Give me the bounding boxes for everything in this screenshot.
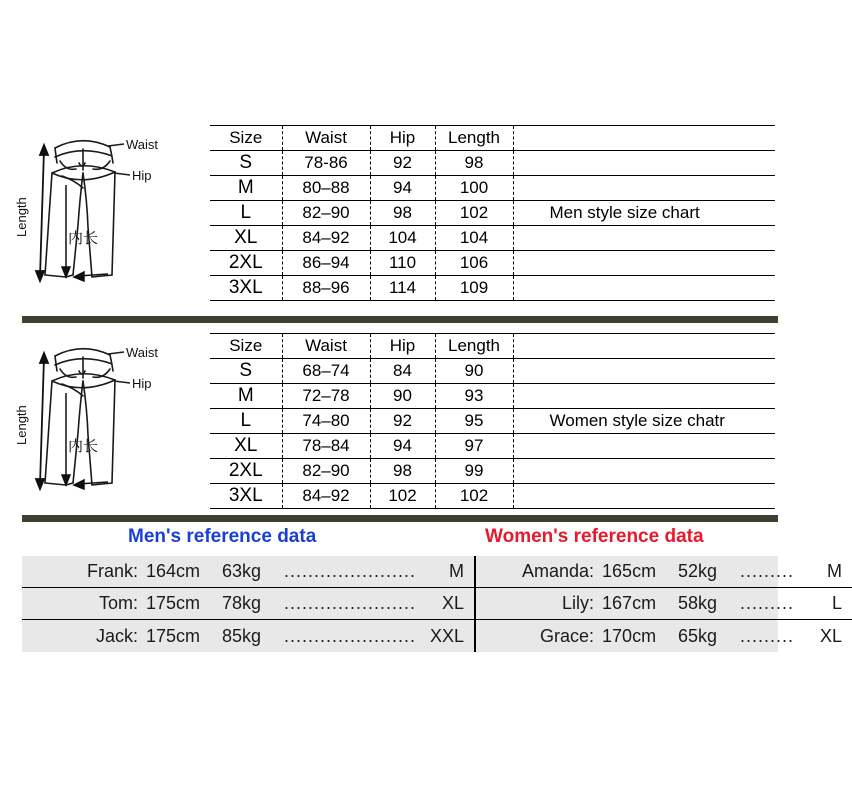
reference-height: 165cm bbox=[602, 561, 657, 581]
table-row bbox=[210, 459, 775, 484]
cell-length: 102 bbox=[435, 484, 513, 509]
cell-size: XL bbox=[210, 226, 282, 251]
header-size: Size bbox=[210, 334, 282, 359]
cell-length: 93 bbox=[435, 384, 513, 409]
reference-dots: ...................... bbox=[284, 561, 417, 581]
cell-size: L bbox=[210, 201, 282, 226]
reference-name: Lily: bbox=[562, 593, 595, 613]
reference-name: Grace: bbox=[540, 625, 595, 646]
table-row bbox=[210, 251, 775, 276]
cell-size: 3XL bbox=[210, 276, 282, 301]
reference-dots: ...................... bbox=[284, 625, 417, 646]
men-size-table-wrap bbox=[210, 125, 800, 310]
cell-note bbox=[513, 384, 775, 409]
cell-hip: 90 bbox=[370, 384, 435, 409]
cell-length: 106 bbox=[435, 251, 513, 276]
reference-weight: 65kg bbox=[678, 625, 718, 646]
cell-waist: 86–94 bbox=[282, 251, 370, 276]
cell-hip: 84 bbox=[370, 359, 435, 384]
diagram-label-length: Length bbox=[14, 197, 29, 237]
reference-size: L bbox=[832, 593, 843, 613]
table-row bbox=[210, 151, 775, 176]
cell-note bbox=[513, 359, 775, 384]
cell-size: XL bbox=[210, 434, 282, 459]
reference-row bbox=[476, 588, 852, 620]
reference-weight: 85kg bbox=[222, 625, 262, 646]
cell-note bbox=[513, 176, 775, 201]
header-length: Length bbox=[435, 334, 513, 359]
men-size-table bbox=[210, 125, 775, 301]
table-header-row bbox=[210, 126, 775, 151]
reference-height: 175cm bbox=[146, 593, 201, 613]
reference-data-region bbox=[0, 526, 843, 652]
reference-row bbox=[476, 620, 852, 652]
women-size-section bbox=[0, 333, 800, 518]
cell-size: S bbox=[210, 359, 282, 384]
cell-size: M bbox=[210, 384, 282, 409]
table-row bbox=[210, 359, 775, 384]
cell-length: 90 bbox=[435, 359, 513, 384]
section-divider-bottom bbox=[22, 515, 778, 522]
cell-note bbox=[513, 276, 775, 301]
reference-name: Amanda: bbox=[521, 561, 595, 581]
cell-hip: 104 bbox=[370, 226, 435, 251]
reference-height: 170cm bbox=[602, 625, 657, 646]
cell-waist: 80–88 bbox=[282, 176, 370, 201]
cell-hip: 102 bbox=[370, 484, 435, 509]
reference-height: 175cm bbox=[146, 625, 201, 646]
reference-name: Frank: bbox=[86, 561, 138, 581]
diagram-label-waist: Waist bbox=[126, 137, 159, 152]
men-style-note: Men style size chart bbox=[513, 201, 775, 226]
cell-size: L bbox=[210, 409, 282, 434]
cell-size: 3XL bbox=[210, 484, 282, 509]
diagram-label-hip: Hip bbox=[132, 168, 152, 183]
cell-note bbox=[513, 484, 775, 509]
header-note bbox=[513, 334, 775, 359]
cell-hip: 98 bbox=[370, 459, 435, 484]
reference-dots: ......... bbox=[740, 593, 795, 613]
header-size: Size bbox=[210, 126, 282, 151]
cell-hip: 94 bbox=[370, 434, 435, 459]
cell-waist: 82–90 bbox=[282, 201, 370, 226]
cell-waist: 84–92 bbox=[282, 226, 370, 251]
reference-weight: 63kg bbox=[222, 561, 262, 581]
table-row bbox=[210, 409, 775, 434]
header-hip: Hip bbox=[370, 126, 435, 151]
table-row bbox=[210, 176, 775, 201]
cell-waist: 68–74 bbox=[282, 359, 370, 384]
cell-hip: 94 bbox=[370, 176, 435, 201]
table-row bbox=[210, 434, 775, 459]
reference-size: XL bbox=[442, 593, 465, 613]
reference-tables bbox=[22, 556, 843, 652]
mens-reference-table bbox=[22, 556, 474, 652]
reference-height: 167cm bbox=[602, 593, 657, 613]
reference-name: Tom: bbox=[98, 593, 138, 613]
cell-note bbox=[513, 434, 775, 459]
cell-waist: 88–96 bbox=[282, 276, 370, 301]
diagram-label-inseam: 内长 bbox=[68, 438, 99, 455]
cell-length: 102 bbox=[435, 201, 513, 226]
cell-waist: 78-86 bbox=[282, 151, 370, 176]
cell-size: 2XL bbox=[210, 251, 282, 276]
table-row bbox=[210, 276, 775, 301]
cell-note bbox=[513, 251, 775, 276]
cell-waist: 74–80 bbox=[282, 409, 370, 434]
reference-dots: ...................... bbox=[284, 593, 417, 613]
reference-size: XL bbox=[820, 625, 843, 646]
cell-length: 97 bbox=[435, 434, 513, 459]
cell-length: 104 bbox=[435, 226, 513, 251]
reference-size: M bbox=[449, 561, 465, 581]
table-row bbox=[210, 226, 775, 251]
reference-name: Jack: bbox=[95, 625, 138, 646]
cell-length: 109 bbox=[435, 276, 513, 301]
cell-hip: 114 bbox=[370, 276, 435, 301]
header-waist: Waist bbox=[282, 126, 370, 151]
women-pants-diagram bbox=[0, 333, 210, 518]
reference-height: 164cm bbox=[146, 561, 201, 581]
pants-illustration-svg bbox=[0, 333, 210, 518]
cell-waist: 84–92 bbox=[282, 484, 370, 509]
header-note bbox=[513, 126, 775, 151]
cell-length: 100 bbox=[435, 176, 513, 201]
women-size-table bbox=[210, 333, 775, 509]
men-size-section bbox=[0, 125, 800, 310]
cell-length: 98 bbox=[435, 151, 513, 176]
header-waist: Waist bbox=[282, 334, 370, 359]
reference-row bbox=[22, 588, 474, 620]
table-row bbox=[210, 384, 775, 409]
reference-weight: 52kg bbox=[678, 561, 718, 581]
table-row bbox=[210, 201, 775, 226]
cell-hip: 110 bbox=[370, 251, 435, 276]
reference-row bbox=[476, 556, 852, 588]
diagram-label-length: Length bbox=[14, 405, 29, 445]
cell-size: 2XL bbox=[210, 459, 282, 484]
women-size-table-wrap bbox=[210, 333, 800, 518]
reference-weight: 58kg bbox=[678, 593, 718, 613]
reference-row bbox=[22, 620, 474, 652]
cell-size: M bbox=[210, 176, 282, 201]
cell-length: 99 bbox=[435, 459, 513, 484]
diagram-label-waist: Waist bbox=[126, 345, 159, 360]
table-row bbox=[210, 484, 775, 509]
reference-row bbox=[22, 556, 474, 588]
cell-waist: 82–90 bbox=[282, 459, 370, 484]
reference-size: M bbox=[827, 561, 843, 581]
reference-dots: ......... bbox=[740, 561, 795, 581]
cell-waist: 72–78 bbox=[282, 384, 370, 409]
diagram-label-hip: Hip bbox=[132, 376, 152, 391]
womens-reference-table bbox=[474, 556, 852, 652]
reference-headings bbox=[0, 526, 800, 552]
cell-waist: 78–84 bbox=[282, 434, 370, 459]
cell-length: 95 bbox=[435, 409, 513, 434]
womens-reference-heading: Women's reference data bbox=[485, 526, 704, 547]
men-pants-diagram bbox=[0, 125, 210, 310]
section-divider-top bbox=[22, 316, 778, 323]
cell-note bbox=[513, 226, 775, 251]
mens-reference-heading: Men's reference data bbox=[128, 526, 317, 547]
cell-hip: 98 bbox=[370, 201, 435, 226]
cell-hip: 92 bbox=[370, 409, 435, 434]
cell-note bbox=[513, 459, 775, 484]
diagram-label-inseam: 内长 bbox=[68, 230, 99, 247]
reference-size: XXL bbox=[430, 625, 465, 646]
header-length: Length bbox=[435, 126, 513, 151]
reference-dots: ......... bbox=[740, 625, 795, 646]
header-hip: Hip bbox=[370, 334, 435, 359]
table-header-row bbox=[210, 334, 775, 359]
reference-weight: 78kg bbox=[222, 593, 262, 613]
cell-hip: 92 bbox=[370, 151, 435, 176]
women-style-note: Women style size chatr bbox=[513, 409, 775, 434]
cell-size: S bbox=[210, 151, 282, 176]
cell-note bbox=[513, 151, 775, 176]
pants-illustration-svg bbox=[0, 125, 210, 310]
